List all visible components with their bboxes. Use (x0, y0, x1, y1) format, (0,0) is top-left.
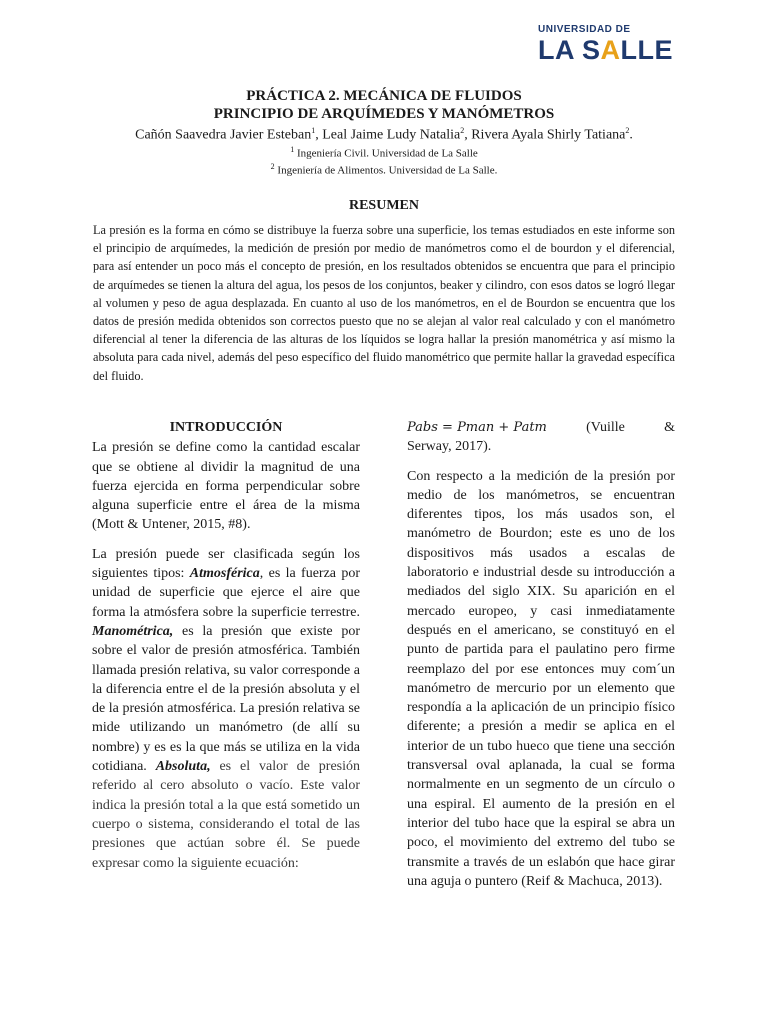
equation-citation-part2: & (664, 420, 675, 435)
author-affil-mark: 2 (625, 126, 630, 135)
affiliation-2 (0, 162, 768, 177)
equation-citation-line2: Serway, 2017). (407, 439, 492, 455)
text-run: es la presión que existe por sobre el valor de presión atmosférica. También llamada presión relativa, su valor corresponde a la diferencia entre el de la presión absoluta y el de la presión atmosférica. La presión relativa se mide utilizando un manómetro (de allí su nombre) y es es la que más se utiliza en la vida cotidiana. (92, 623, 360, 775)
paper-title-line1: PRÁCTICA 2. MECÁNICA DE FLUIDOS (246, 88, 522, 104)
affiliation-mark: 2 (270, 162, 275, 171)
term-absoluta: Absoluta, (155, 759, 211, 775)
logo-name (538, 35, 678, 65)
logo-name-part2: LLE (620, 35, 673, 65)
intro-paragraph-2 (92, 545, 360, 873)
author-name: Cañón Saavedra Javier Esteban (135, 127, 312, 143)
text-run: , es la fuerza por unidad de superficie que ejerce el aire que forma la atmósfera sobre la superficie terrestre. (92, 566, 360, 620)
university-logo (538, 24, 678, 65)
text-run: es el valor de presión referido al cero absoluto o vacío. Este valor indica la presión total a la que está sometido un cuerpo o sistema, considerando el total de las presiones que actúan sobre él. Se puede expresar como la siguiente ecuación: (92, 759, 361, 871)
pressure-equation: Pabs = Pman + Patm (407, 420, 547, 435)
affiliation-text: Ingeniería de Alimentos. Universidad de La Salle. (274, 164, 498, 177)
author-separator: , (464, 127, 472, 143)
affiliation-text: Ingeniería Civil. Universidad de La Salle (294, 147, 478, 160)
left-column (92, 418, 360, 883)
abstract-text: La presión es la forma en cómo se distribuye la fuerza sobre una superficie, los temas estudiados en este informe son el principio de arquímedes, la medición de presión por medio de manómetros como el de bourdon y el diferencial, para así entender un poco más el concepto de presión, en los resultados obtenidos se encuentra que para el principio de arquímedes se tienen la altura del agua, los pesos de los conjuntos, beaker y cilindro, con esos datos se logró llegar al volumen y peso de agua desplazada. En cuanto al uso de los manómetros, en el de Bourdon se encuentra que los datos de presión medida obtenidos son correctos puesto que no se alejan al valor real calculado y con el manómetro diferencial al tener la diferencia de las alturas de los líquidos se logra hallar la presión manométrica y así mismo la absoluta para cada nivel, además del peso específico del fluido manométrico que permite hallar la gravedad específica del fluido. (93, 223, 675, 383)
right-column (407, 418, 675, 901)
logo-university-line: UNIVERSIDAD DE (538, 24, 631, 35)
abstract-heading: RESUMEN (348, 198, 419, 213)
author-separator: . (629, 127, 633, 143)
affiliation-mark: 1 (290, 145, 295, 154)
affiliation-1 (0, 145, 768, 160)
text-run: La presión puede ser clasificada según los siguientes tipos: (92, 546, 360, 582)
logo-name-mark: A (600, 35, 621, 65)
author-name: Leal Jaime Ludy Natalia (322, 127, 461, 143)
author-name: Rivera Ayala Shirly Tatiana (471, 127, 626, 143)
introduction-heading: INTRODUCCIÓN (169, 420, 283, 435)
logo-name-part1: LA S (538, 35, 601, 65)
term-manometrica: Manométrica, (92, 623, 174, 639)
intro-paragraph-1: La presión se define como la cantidad escalar que se obtiene al dividir la magnitud de una fuerza ejercida en forma perpendicular sobre alguna superficie entre el área de la misma (Mott & Untener, 2015, #8). (92, 440, 360, 533)
term-atmosferica: Atmosférica (189, 566, 260, 582)
author-list (0, 126, 768, 144)
bourdon-paragraph: Con respecto a la medición de la presión por medio de los manómetros, se encuentran diferentes tipos, los más usados son, el manómetro de Bourdon; este es uno de los dispositivos más usados a escalas de laboratorio e industrial desde su introducción a mediados del siglo XIX. Su aparición en el mercado europeo, y casi inmediatamente después en el americano, se constituyó en el punto de partida para el paulatino pero firme reemplazo del por ese entonces muy com´un manómetro de mercurio por un elemento que respondía a la aplicación de un principio físico diferente; a presión a medir se aplica en el interior de un tubo hueco que tiene una sección transversal oval aplanada, la cual se forma normalmente en un segmento de un círculo o una espiral. El aumento de la presión en el interior del tubo hace que la espiral se abra un poco, el movimiento del extremo del tubo se transmite a través de un eslabón que hace girar una aguja o puntero (Reif & Machuca, 2013). (407, 468, 675, 889)
author-affil-mark: 2 (460, 126, 465, 135)
author-separator: , (315, 127, 323, 143)
author-affil-mark: 1 (311, 126, 316, 135)
equation-citation-part1: (Vuille (586, 420, 625, 435)
paper-title-line2: PRINCIPIO DE ARQUÍMEDES Y MANÓMETROS (213, 106, 555, 122)
equation-line (407, 418, 675, 437)
